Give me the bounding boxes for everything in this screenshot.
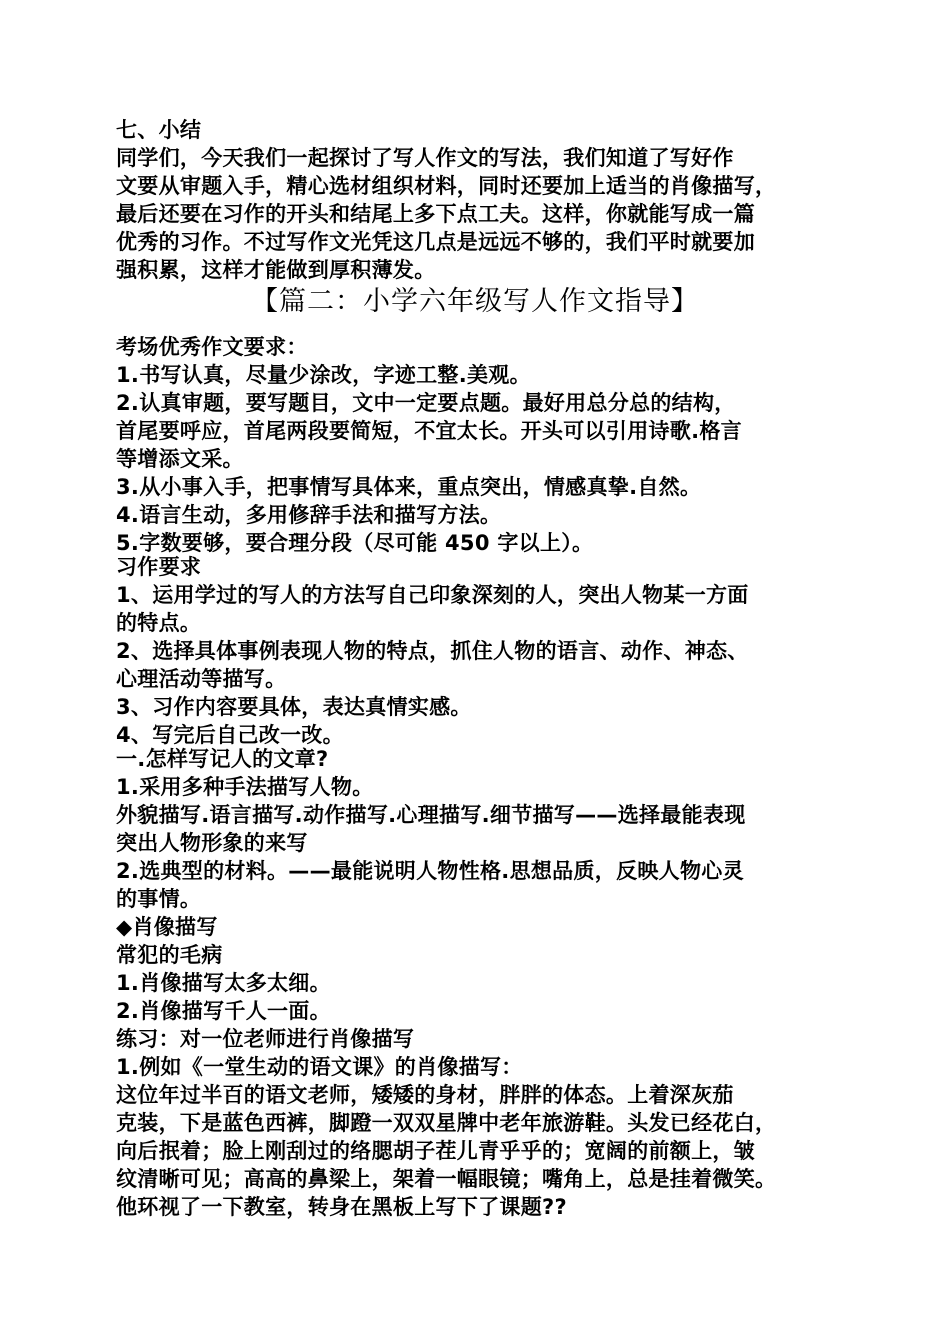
paragraph-line: 向后抿着；脸上刚刮过的络腮胡子茬儿青乎乎的；宽阔的前额上，皱 [116,1139,755,1163]
paragraph-line: 他环视了一下教室，转身在黑板上写下了课题?? [116,1195,567,1219]
paragraph-line: 优秀的习作。不过写作文光凭这几点是远远不够的，我们平时就要加 [116,230,755,254]
paragraph-line: 纹清晰可见；高高的鼻梁上，架着一幅眼镜；嘴角上，总是挂着微笑。 [116,1167,777,1191]
paragraph-line: 2.肖像描写千人一面。 [116,999,331,1023]
paragraph-line: 同学们，今天我们一起探讨了写人作文的写法，我们知道了写好作 [116,146,734,170]
subheading: 考场优秀作文要求： [116,335,308,359]
paragraph-line: 3、习作内容要具体，表达真情实感。 [116,695,472,719]
paragraph-line: 2.认真审题，要写题目，文中一定要点题。最好用总分总的结构， [116,391,736,415]
paragraph-line: 练习：对一位老师进行肖像描写 [116,1027,415,1051]
subheading: 一.怎样写记人的文章? [116,747,329,771]
paragraph-line: 克装，下是蓝色西裤，脚蹬一双双星牌中老年旅游鞋。头发已经花白， [116,1111,777,1135]
subheading: 常犯的毛病 [116,943,223,967]
paragraph-line: 突出人物形象的来写 [116,831,308,855]
paragraph-line: 1.例如《一堂生动的语文课》的肖像描写： [116,1055,523,1079]
paragraph-line: 强积累，这样才能做到厚积薄发。 [116,258,436,282]
paragraph-line: 5.字数要够，要合理分段（尽可能 450 字以上）。 [116,531,594,555]
paragraph-line: 文要从审题入手，精心选材组织材料，同时还要加上适当的肖像描写， [116,174,777,198]
paragraph-line: 的事情。 [116,887,202,911]
paragraph-line: 首尾要呼应，首尾两段要简短，不宜太长。开头可以引用诗歌.格言 [116,419,742,443]
section-heading: 七、小结 [116,118,202,142]
part-two-title: 【篇二：小学六年级写人作文指导】 [251,286,699,317]
paragraph-line: 1.采用多种手法描写人物。 [116,775,374,799]
paragraph-line: 1、运用学过的写人的方法写自己印象深刻的人，突出人物某一方面 [116,583,749,607]
paragraph-line: 外貌描写.语言描写.动作描写.心理描写.细节描写——选择最能表现 [116,803,746,827]
paragraph-line: 1.肖像描写太多太细。 [116,971,331,995]
paragraph-line: 等增添文采。 [116,447,244,471]
subheading: 习作要求 [116,555,202,579]
paragraph-line: 这位年过半百的语文老师，矮矮的身材，胖胖的体态。上着深灰茄 [116,1083,734,1107]
subheading: ◆肖像描写 [116,915,218,939]
paragraph-line: 2、选择具体事例表现人物的特点，抓住人物的语言、动作、神态、 [116,639,749,663]
paragraph-line: 2.选典型的材料。——最能说明人物性格.思想品质，反映人物心灵 [116,859,744,883]
paragraph-line: 的特点。 [116,611,202,635]
paragraph-line: 心理活动等描写。 [116,667,287,691]
paragraph-line: 4.语言生动，多用修辞手法和描写方法。 [116,503,502,527]
paragraph-line: 最后还要在习作的开头和结尾上多下点工夫。这样，你就能写成一篇 [116,202,755,226]
paragraph-line: 3.从小事入手，把事情写具体来，重点突出，情感真挚.自然。 [116,475,702,499]
paragraph-line: 1.书写认真，尽量少涂改，字迹工整.美观。 [116,363,531,387]
paragraph-line: 4、写完后自己改一改。 [116,723,344,747]
